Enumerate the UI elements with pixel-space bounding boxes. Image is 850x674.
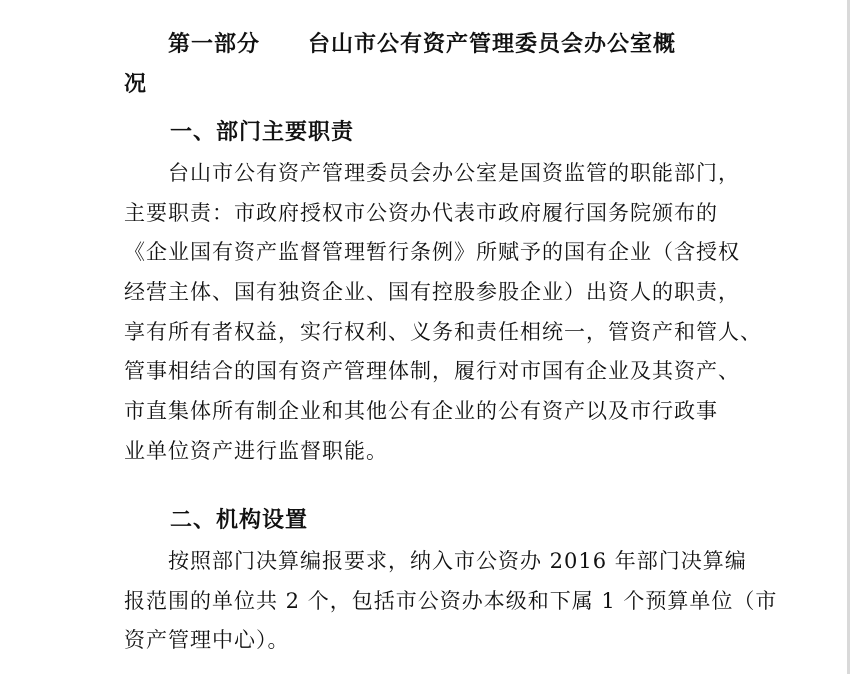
- section1-heading: 一、部门主要职责: [170, 119, 355, 145]
- title-first-line: [124, 24, 764, 64]
- section1-line-8: 业单位资产进行监督职能。: [124, 438, 388, 463]
- section2-line-1: 按照部门决算编报要求，纳入市公资办 2016 年部门决算编: [168, 549, 747, 573]
- section1-line-3: 《企业国有资产监督管理暂行条例》所赋予的国有企业（含授权: [124, 240, 740, 265]
- section1-line-7: 市直集体所有制企业和其他公有企业的公有资产以及市行政事: [124, 399, 718, 424]
- section1-line-1: 台山市公有资产管理委员会办公室是国资监管的职能部门，: [168, 161, 740, 185]
- section1-line-4: 经营主体、国有独资企业、国有控股参股企业）出资人的职责，: [124, 280, 740, 305]
- section2-heading: 二、机构设置: [170, 507, 309, 533]
- section1-line-6: 管事相结合的国有资产管理体制，履行对市国有企业及其资产、: [124, 359, 740, 384]
- section2-line-2: 报范围的单位共 2 个，包括市公资办本级和下属 1 个预算单位（市: [124, 588, 778, 613]
- section2-paragraph: [124, 542, 778, 661]
- section2-line-3: 资产管理中心）。: [124, 628, 290, 653]
- title-name-first-line: 台山市公有资产管理委员会办公室概: [308, 31, 677, 57]
- section1-line-5: 享有所有者权益，实行权利、义务和责任相统一，管资产和管人、: [124, 319, 762, 344]
- page-title: [124, 24, 764, 104]
- title-name-second-line: 况: [124, 71, 148, 97]
- section1-line-2: 主要职责：市政府授权市公资办代表市政府履行国务院颁布的: [124, 200, 718, 225]
- section1-paragraph: [124, 154, 762, 472]
- title-part: 第一部分: [168, 31, 261, 57]
